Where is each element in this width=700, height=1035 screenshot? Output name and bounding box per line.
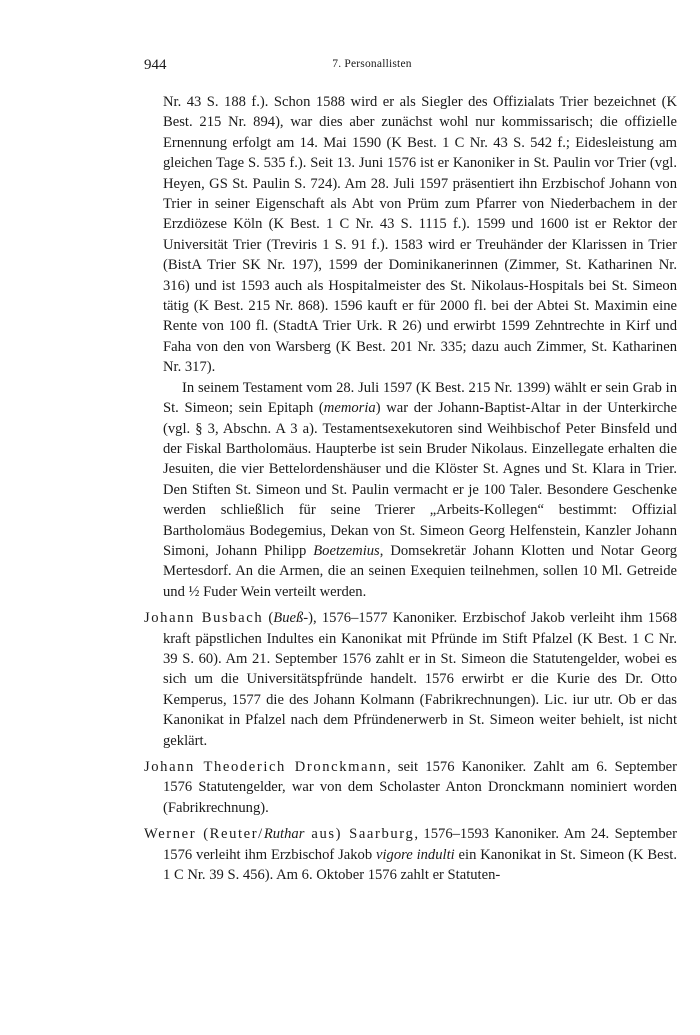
paragraph-text: Nr. 43 S. 188 f.). Schon 1588 wird er als Siegler des Offizialats Trier bezeichnet (K Best. 215 Nr. 894), war dies aber zunächst wohl nur kommissarisch; die offizielle Ernennung erfolgt am 14. Mai 1590 (K Best. 1 C Nr. 43 S. 542 f.; Eidesleistung am gleichen Tage S. 535 f.). Seit 13. Juni 1576 ist er Kanoniker in St. Paulin vor Trier (vgl. Heyen, GS St. Paulin S. 724). Am 28. Juli 1597 präsentiert ihn Erzbischof Johann von Trier in seiner Eigenschaft als Abt von Prüm zum Pfarrer von Niederbachem in der Erzdiözese Köln (K Best. 1 C Nr. 43 S. 1115 f.). 1599 und 1600 ist er Rektor der Universität Trier (Treviris 1 S. 91 f.). 1583 wird er Treuhänder der Klarissen in Trier (BistA Trier SK Nr. 197), 1599 der Dominikanerinnen (Zimmer, St. Katharinen Nr. 316) und ist 1593 auch als Hospitalmeister des St. Nikolaus-Hospitals bei St. Simeon tätig (K Best. 215 Nr. 868). 1596 kauft er für 2000 fl. bei der Abtei St. Maximin eine Rente von 100 fl. (StadtA Trier Urk. R 26) und erwirbt 1599 Zehntrechte in Kirf und Faha von den von Warsberg (K Best. 201 Nr. 335; dazu auch Zimmer, St. Katharinen Nr. 317).: [163, 94, 677, 376]
entry-name-part: aus) Saarburg: [304, 826, 415, 843]
entry-text: ), 1576–1577 Kanoniker. Erzbischof Jakob verleiht ihm 1568 kraft päpstlichen Indultes ein Kanonikat mit Pfründe im Stift Pfalzel (K Best. 1 C Nr. 39 S. 60). Am 21. September 1576 zahlt er in St. Simeon die Statutengelder, wobei es sich um die Universitätspfründe handelt. 1576 erwirbt er die Kurie des Dr. Otto Kemperus, 1577 die des Johann Kolmann (Fabrikrechnungen). Lic. iur utr. Ob er das Kanonikat in Pfalzel nach dem Pfründenerwerb in St. Simeon weiter behielt, ist nicht geklärt.: [163, 610, 677, 749]
entry-text: ein Kanonikat in St. Simeon (K Best. 1 C Nr. 39 S. 456). Am 6. Oktober 1576 zahlt er Statuten-: [163, 846, 678, 884]
entry-text: , seit 1576 Kanoniker. Zahlt am 6. September 1576 Statutengelder, war von dem Scholaster Anton Dronckmann nominiert worden (Fabrikrechnung).: [163, 759, 677, 816]
text-run: In seinem Testament vom 28. Juli 1597 (K Best. 215 Nr. 1399) wählt er sein Grab in St. Simeon; sein Epitaph (: [163, 379, 677, 417]
italic-name: Boetzemius: [313, 542, 380, 559]
entry-johann-theoderich-dronckmann: [144, 757, 677, 818]
italic-variant: Ruthar: [263, 826, 305, 843]
entry-name: Werner: [144, 826, 197, 843]
page-number: 944: [144, 57, 167, 73]
text-run: , Domsekretär Johann Klotten und Notar Georg Mertesdorf. An die Armen, die an seinen Exequien teilnehmen, sollen 10 Ml. Getreide und ½ Fuder Wein verteilt werden.: [163, 542, 678, 600]
italic-term: memoria: [323, 400, 376, 417]
entry-name: Johann Theoderich Dronckmann: [144, 759, 387, 775]
text-run: (: [263, 610, 274, 627]
italic-variant: Bueß-: [273, 610, 309, 627]
entry-name: Johann Busbach: [144, 610, 264, 627]
running-title: 7. Personallisten: [332, 58, 412, 70]
page-header: [144, 57, 600, 75]
paragraph-testament: [144, 378, 677, 602]
italic-term: vigore indulti: [375, 846, 455, 863]
entry-text: , 1576–1593 Kanoniker. Am 24. September 1576 verleiht ihm Erzbischof Jakob: [163, 826, 677, 863]
paragraph-continued: [144, 92, 677, 378]
text-run: ) war der Johann-Baptist-Altar in der Unterkirche (vgl. § 3, Abschn. A 3 a). Testamentsexekutoren sind Weihbischof Peter Binsfeld und der Fiskal Bartholomäus. Haupterbe ist sein Bruder Nikolaus. Einzellegate erhalten die Jesuiten, die vier Bettelordenshäuser und die Klöster St. Agnes und St. Klara in Trier. Den Stiften St. Simeon und St. Paulin vermacht er je 100 Taler. Besondere Geschenke werden schließlich für seine Trierer „Arbeits-Kollegen“ bestimmt: Offizial Bartholomäus Bodegemius, Dekan von St. Simeon Georg Helfenstein, Kanzler Johann Simoni, Johann Philipp: [163, 400, 677, 559]
entry-werner-saarburg: [144, 824, 677, 885]
entry-name-part: (Reuter/: [196, 826, 264, 843]
page-body: [144, 92, 677, 885]
entry-johann-busbach: [144, 608, 677, 751]
